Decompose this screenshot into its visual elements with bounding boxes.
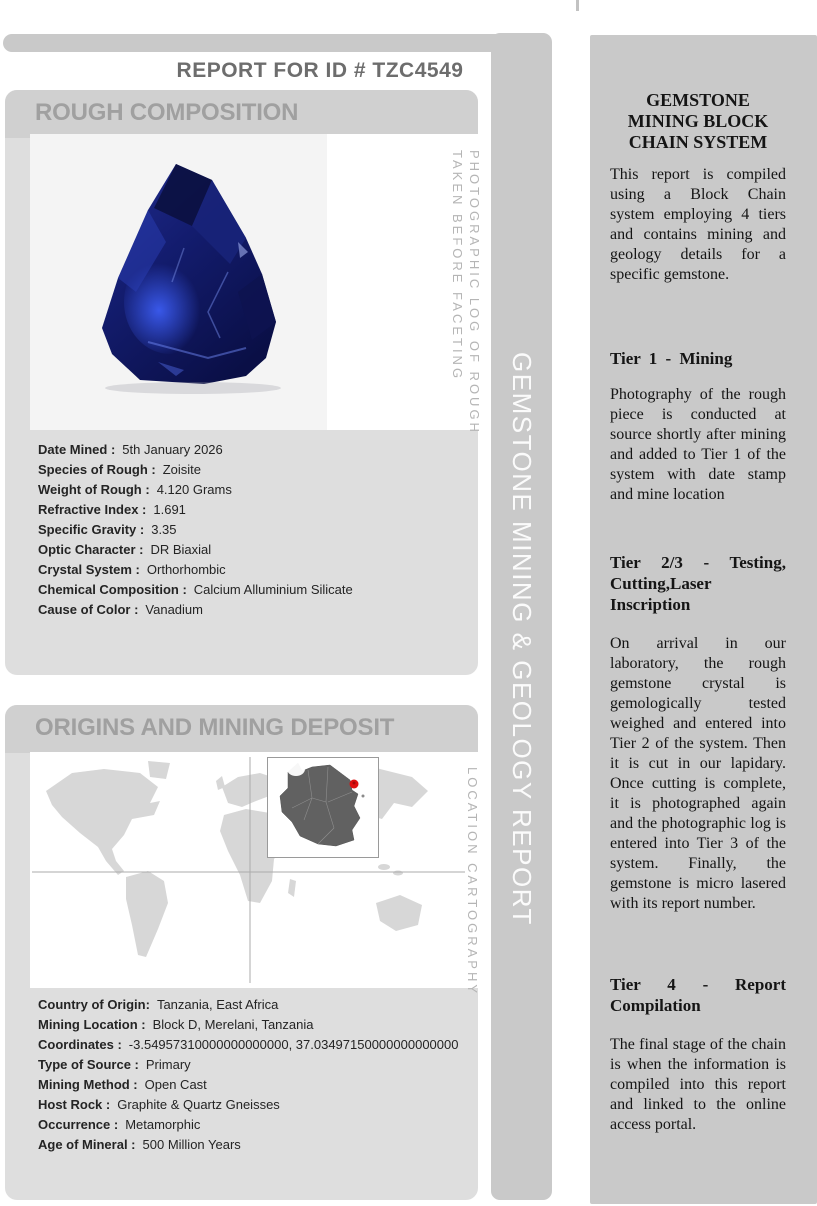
detail-value: 4.120 Grams [156,482,232,497]
photo-log-caption [449,150,483,435]
photo-log-caption-line1: PHOTOGRAPHIC LOG OF ROUGH [467,150,482,435]
sidebar-body-tier1: Photography of the rough piece is conducted at source shortly after mining and added to Tier 1 of the system with date stamp and mine location [610,386,786,503]
detail-row [38,1135,478,1155]
detail-row [38,500,478,520]
detail-row [38,480,478,500]
detail-value: Primary [145,1057,191,1072]
blockchain-sidebar [590,35,817,1204]
origins-header-bar [5,705,478,753]
detail-label: Country of Origin: [38,997,150,1012]
detail-row [38,1115,478,1135]
detail-row [38,580,478,600]
rough-photo-background [30,134,327,430]
detail-row [38,460,478,480]
detail-value: Vanadium [145,602,203,617]
detail-label: Optic Character : [38,542,144,557]
detail-value: Zoisite [162,462,202,477]
detail-value: Graphite & Quartz Gneisses [117,1097,280,1112]
sidebar-heading-tier4: Tier 4 - Report Compilation [610,975,786,1015]
detail-row [38,1015,478,1035]
sidebar-heading-tier23: Tier 2/3 - Testing, Cutting,Laser Inscription [610,553,786,614]
cartography-caption: LOCATION CARTOGRAPHY [465,767,480,997]
sidebar-heading-tier1: Tier 1 - Mining [610,349,733,368]
rough-composition-title: ROUGH COMPOSITION [35,99,299,126]
detail-row [38,440,478,460]
detail-value: Orthorhombic [146,562,226,577]
detail-label: Specific Gravity : [38,522,145,537]
location-map-box [30,752,490,988]
detail-row [38,1095,478,1115]
detail-label: Type of Source : [38,1057,139,1072]
detail-label: Crystal System : [38,562,140,577]
rough-photo-box [30,134,490,430]
top-accent-bar [3,34,550,52]
detail-label: Date Mined : [38,442,116,457]
detail-label: Cause of Color : [38,602,139,617]
detail-label: Host Rock : [38,1097,111,1112]
sidebar-body-tier23: On arrival in our laboratory, the rough gemstone crystal is gemologically tested weighed and entered into Tier 2 of the system. Then it is cut in our lapidary. Once cutting is complete, it is photographed again and the photographic log is entered into Tier 3 of the system. Finally, the gemstone is micro lasered with its report number. [610,635,786,912]
rough-gemstone-photo [88,152,298,428]
detail-value: DR Biaxial [150,542,212,557]
detail-value: Open Cast [144,1077,207,1092]
detail-label: Weight of Rough : [38,482,150,497]
tanzania-inset-map [267,757,379,858]
detail-row [38,520,478,540]
detail-value: Metamorphic [125,1117,201,1132]
detail-label: Coordinates : [38,1037,122,1052]
detail-value: -3.54957310000000000000, 37.03497150000000000000 [128,1037,459,1052]
detail-label: Refractive Index : [38,502,147,517]
detail-label: Mining Method : [38,1077,138,1092]
origins-title: ORIGINS AND MINING DEPOSIT [35,714,395,741]
detail-value: 500 Million Years [142,1137,241,1152]
detail-value: Tanzania, East Africa [156,997,279,1012]
detail-value: Calcium Alluminium Silicate [193,582,353,597]
detail-label: Chemical Composition : [38,582,187,597]
detail-row [38,1055,478,1075]
detail-row [38,1075,478,1095]
world-map [32,757,465,983]
detail-label: Species of Rough : [38,462,156,477]
detail-label: Age of Mineral : [38,1137,136,1152]
detail-row [38,1035,478,1055]
sidebar-intro: This report is compiled using a Block Chain system employing 4 tiers and contains mining and geology details for a specific gemstone. [610,166,786,283]
vertical-banner-text: GEMSTONE MINING & GEOLOGY REPORT [507,352,537,926]
top-divider-line [576,0,579,11]
sidebar-body-tier4: The final stage of the chain is when the information is compiled into this report and linked to the online access portal. [610,1036,786,1133]
detail-label: Occurrence : [38,1117,119,1132]
detail-value: 3.35 [151,522,177,537]
detail-value: 5th January 2026 [122,442,223,457]
photo-log-caption-line2: TAKEN BEFORE FACETING [450,150,465,382]
detail-row [38,995,478,1015]
rough-composition-header-bar [5,90,478,138]
detail-row [38,540,478,560]
detail-row [38,600,478,620]
sidebar-title: GEMSTONE MINING BLOCK CHAIN SYSTEM [627,90,769,152]
origins-details [38,995,478,1155]
detail-value: 1.691 [153,502,186,517]
rough-composition-details [38,440,478,620]
detail-row [38,560,478,580]
detail-label: Mining Location : [38,1017,146,1032]
report-id-title: REPORT FOR ID # TZC4549 [176,59,464,82]
detail-value: Block D, Merelani, Tanzania [152,1017,314,1032]
